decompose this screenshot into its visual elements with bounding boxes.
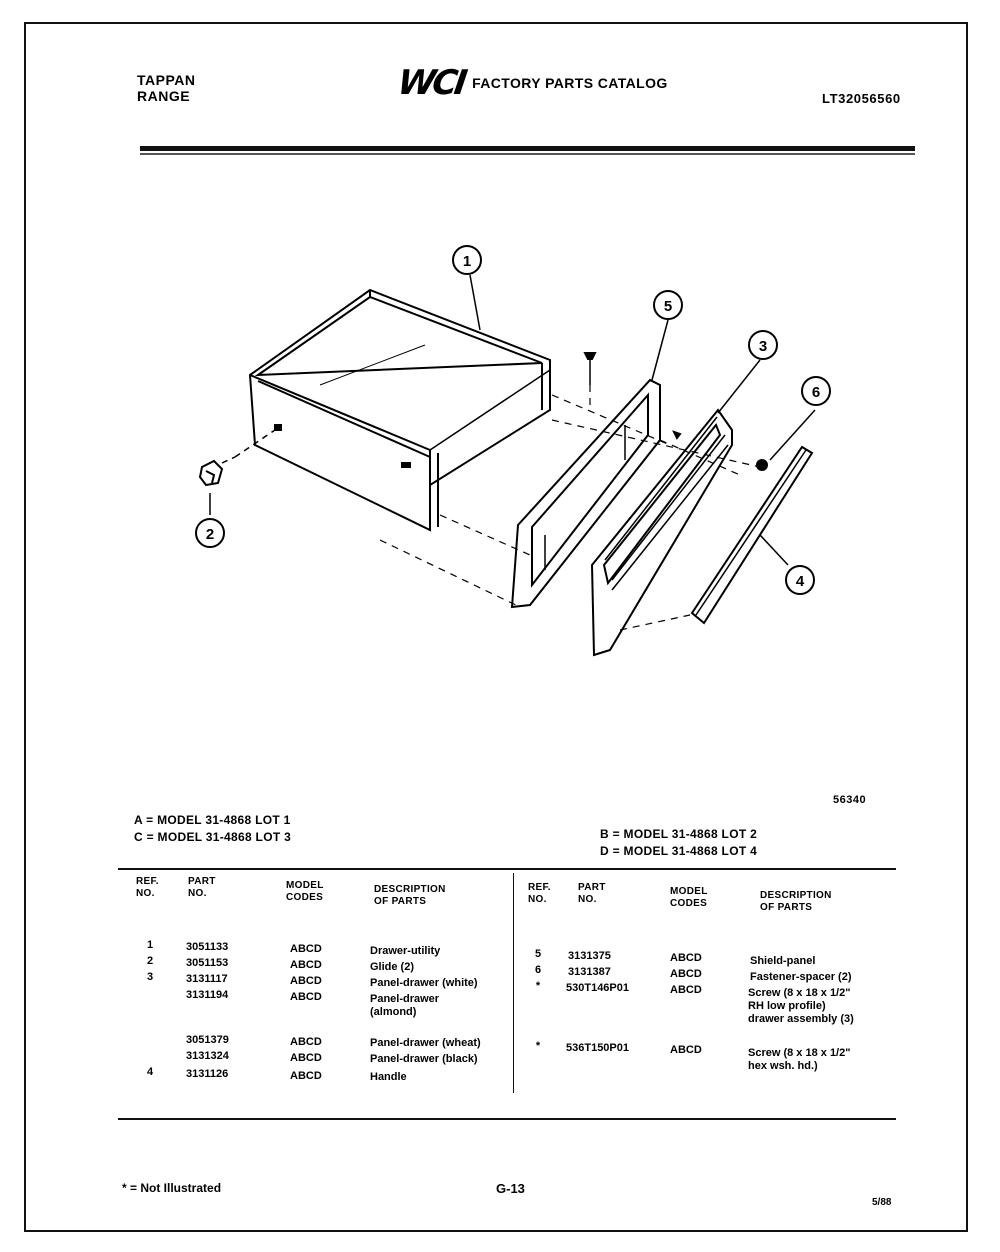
- table-cell-part: 3131375: [568, 950, 611, 962]
- table-cell-part: 3131126: [186, 1068, 229, 1080]
- glide-part: [200, 430, 275, 485]
- header-rule: [140, 146, 915, 151]
- not-illustrated-legend: * = Not Illustrated: [122, 1181, 222, 1195]
- table-cell-codes: ABCD: [670, 1044, 702, 1056]
- table-cell-desc: Shield-panel: [750, 955, 816, 967]
- table-cell-desc: Drawer-utility: [370, 945, 441, 957]
- table-cell-ref: 1: [146, 939, 154, 951]
- table-cell-codes: ABCD: [670, 984, 702, 996]
- table-cell-desc: Screw (8 x 18 x 1/2" hex wsh. hd.): [748, 1047, 851, 1072]
- table-cell-codes: ABCD: [290, 991, 322, 1003]
- table-cell-desc: Panel-drawer (white): [370, 977, 478, 989]
- header-part-left: PART NO.: [188, 876, 216, 899]
- table-cell-codes: ABCD: [670, 968, 702, 980]
- table-column-divider: [513, 873, 514, 1093]
- table-cell-part: 536T150P01: [566, 1042, 629, 1054]
- table-cell-desc: Handle: [370, 1071, 407, 1083]
- table-cell-desc: Glide (2): [370, 961, 415, 973]
- header-ref-right: REF. NO.: [528, 882, 551, 905]
- table-cell-ref: 2: [146, 955, 154, 967]
- table-cell-codes: ABCD: [290, 959, 322, 971]
- table-cell-codes: ABCD: [290, 975, 322, 987]
- table-cell-part: 3051153: [186, 957, 229, 969]
- exploded-parts-diagram: [180, 235, 840, 675]
- catalog-id: LT32056560: [822, 91, 901, 106]
- drawer-utility-part: [250, 290, 550, 530]
- table-cell-ref: 6: [534, 964, 542, 976]
- callout-1: 1: [462, 253, 472, 270]
- callout-4: 4: [795, 573, 805, 590]
- header-codes-left: MODEL CODES: [286, 880, 324, 903]
- table-cell-ref: 4: [146, 1066, 154, 1078]
- product-name: RANGE: [137, 88, 191, 104]
- catalog-title: FACTORY PARTS CATALOG: [472, 75, 668, 91]
- table-cell-desc: Panel-drawer (wheat): [370, 1037, 481, 1049]
- header-desc-left: DESCRIPTION OF PARTS: [374, 884, 446, 907]
- table-rule-top: [118, 868, 896, 870]
- table-cell-part: 3051379: [186, 1034, 229, 1046]
- revision-date: 5/88: [872, 1197, 892, 1208]
- table-cell-part: 3051133: [186, 941, 229, 953]
- table-cell-codes: ABCD: [670, 952, 702, 964]
- callout-3: 3: [758, 338, 768, 355]
- brand-name: TAPPAN: [137, 72, 196, 88]
- table-cell-desc: Panel-drawer (almond): [370, 993, 440, 1018]
- diagram-code: 56340: [833, 794, 867, 806]
- table-cell-part: 3131194: [186, 989, 229, 1001]
- table-cell-part: 3131324: [186, 1050, 229, 1062]
- table-cell-ref: *: [535, 1040, 541, 1052]
- table-cell-part: 3131117: [186, 973, 228, 985]
- callout-5: 5: [663, 298, 673, 315]
- table-cell-part: 530T146P01: [566, 982, 629, 994]
- table-cell-desc: Panel-drawer (black): [370, 1053, 478, 1065]
- callout-2: 2: [205, 526, 215, 543]
- brand-block: [137, 72, 195, 104]
- model-d: D = MODEL 31-4868 LOT 4: [600, 844, 758, 858]
- model-c: C = MODEL 31-4868 LOT 3: [134, 830, 292, 844]
- table-cell-codes: ABCD: [290, 1036, 322, 1048]
- header-part-right: PART NO.: [578, 882, 606, 905]
- header-codes-right: MODEL CODES: [670, 886, 708, 909]
- model-a: A = MODEL 31-4868 LOT 1: [134, 813, 291, 827]
- table-rule-bottom: [118, 1118, 896, 1120]
- callout-6: 6: [811, 384, 821, 401]
- table-cell-ref: 3: [146, 971, 154, 983]
- catalog-logo: [395, 63, 668, 103]
- table-cell-ref: 5: [534, 948, 542, 960]
- table-cell-desc: Fastener-spacer (2): [750, 971, 852, 983]
- table-cell-ref: *: [535, 980, 541, 992]
- header-desc-right: DESCRIPTION OF PARTS: [760, 890, 832, 913]
- table-cell-codes: ABCD: [290, 1052, 322, 1064]
- table-cell-desc: Screw (8 x 18 x 1/2" RH low profile) drawer assembly (3): [748, 987, 854, 1025]
- header-rule-thin: [140, 153, 915, 155]
- header-ref-left: REF. NO.: [136, 876, 159, 899]
- table-cell-codes: ABCD: [290, 1070, 322, 1082]
- page-number: G-13: [496, 1181, 525, 1196]
- table-cell-part: 3131387: [568, 966, 611, 978]
- model-b: B = MODEL 31-4868 LOT 2: [600, 827, 758, 841]
- table-cell-codes: ABCD: [290, 943, 322, 955]
- wci-logo-mark: WCI: [395, 63, 467, 103]
